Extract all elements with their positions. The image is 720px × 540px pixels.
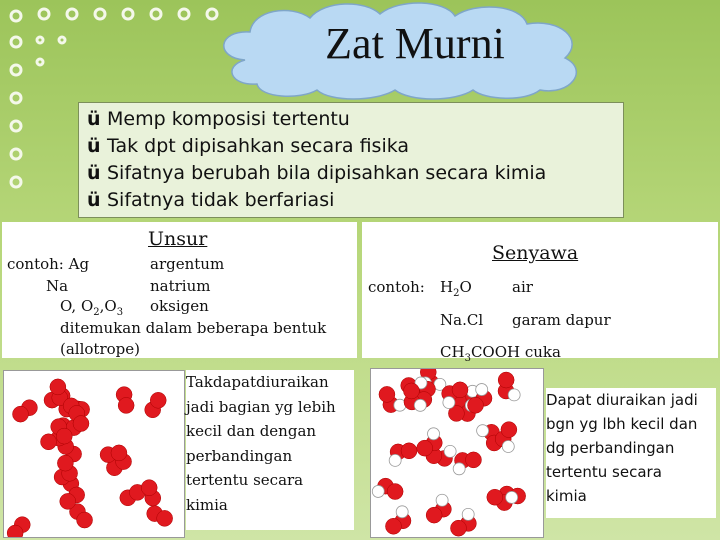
- molecule: [453, 452, 481, 475]
- molecule: [389, 443, 417, 467]
- check-icon: ü: [87, 189, 101, 211]
- unsur-contoh-label: contoh: Ag: [7, 255, 90, 273]
- molecule: [426, 494, 451, 523]
- list-item: ü Tak dpt dipisahkan secara fisika: [87, 133, 623, 160]
- element-molecules-image: [3, 370, 185, 538]
- ag-name: argentum: [150, 255, 225, 273]
- molecule: [100, 445, 127, 463]
- h2o-formula: $H_2O$: [440, 278, 472, 299]
- molecule: [379, 386, 406, 412]
- unsur-description: Takdapatdiuraikan jadi bagian yg lebih kecil dan dengan perbandingan tertentu secara kimia: [186, 370, 354, 530]
- na-name: natrium: [150, 277, 211, 295]
- molecule-illustration: [371, 369, 543, 537]
- molecule: [147, 506, 173, 527]
- senyawa-contoh-label: contoh:: [368, 278, 425, 296]
- list-item: ü Memp komposisi tertentu: [87, 106, 623, 133]
- oxygen-formulas: O, $O_2,O_3$: [60, 297, 124, 318]
- unsur-panel: [2, 222, 357, 358]
- molecule: [7, 517, 30, 537]
- senyawa-heading: Senyawa: [492, 242, 579, 264]
- molecule: [13, 400, 38, 422]
- unsur-note-line1: ditemukan dalam beberapa bentuk: [60, 319, 327, 337]
- list-item: ü Sifatnya berubah bila dipisahkan secara kimia: [87, 160, 623, 187]
- nacl-formula: Na.Cl: [440, 311, 484, 329]
- molecule: [372, 478, 403, 499]
- senyawa-panel: [362, 222, 718, 364]
- check-icon: ü: [87, 135, 101, 157]
- check-icon: ü: [87, 108, 101, 130]
- acetic-formula: $CH_3COOH$ cuka: [440, 343, 561, 364]
- o-name: oksigen: [150, 297, 209, 315]
- molecule: [498, 372, 520, 401]
- h2o-name: air: [512, 278, 533, 296]
- molecule: [141, 480, 161, 506]
- page-title: Zat Murni: [325, 19, 505, 68]
- molecule: [145, 392, 167, 417]
- compound-molecules-image: [370, 368, 544, 538]
- list-item: ü Sifatnya tidak berfariasi: [87, 187, 623, 214]
- molecule: [116, 387, 134, 414]
- molecule-illustration: [4, 371, 184, 537]
- molecule: [450, 508, 476, 536]
- senyawa-description: Dapat diuraikan jadi bgn yg lbh kecil dan dg perbandingan tertentu secara kimia: [546, 388, 716, 518]
- unsur-heading: Unsur: [148, 228, 208, 250]
- nacl-name: garam dapur: [512, 311, 611, 329]
- check-icon: ü: [87, 162, 101, 184]
- molecule: [385, 506, 411, 534]
- properties-list: [78, 102, 624, 218]
- na-symbol: Na: [46, 277, 69, 295]
- unsur-note-line2: (allotrope): [60, 340, 140, 358]
